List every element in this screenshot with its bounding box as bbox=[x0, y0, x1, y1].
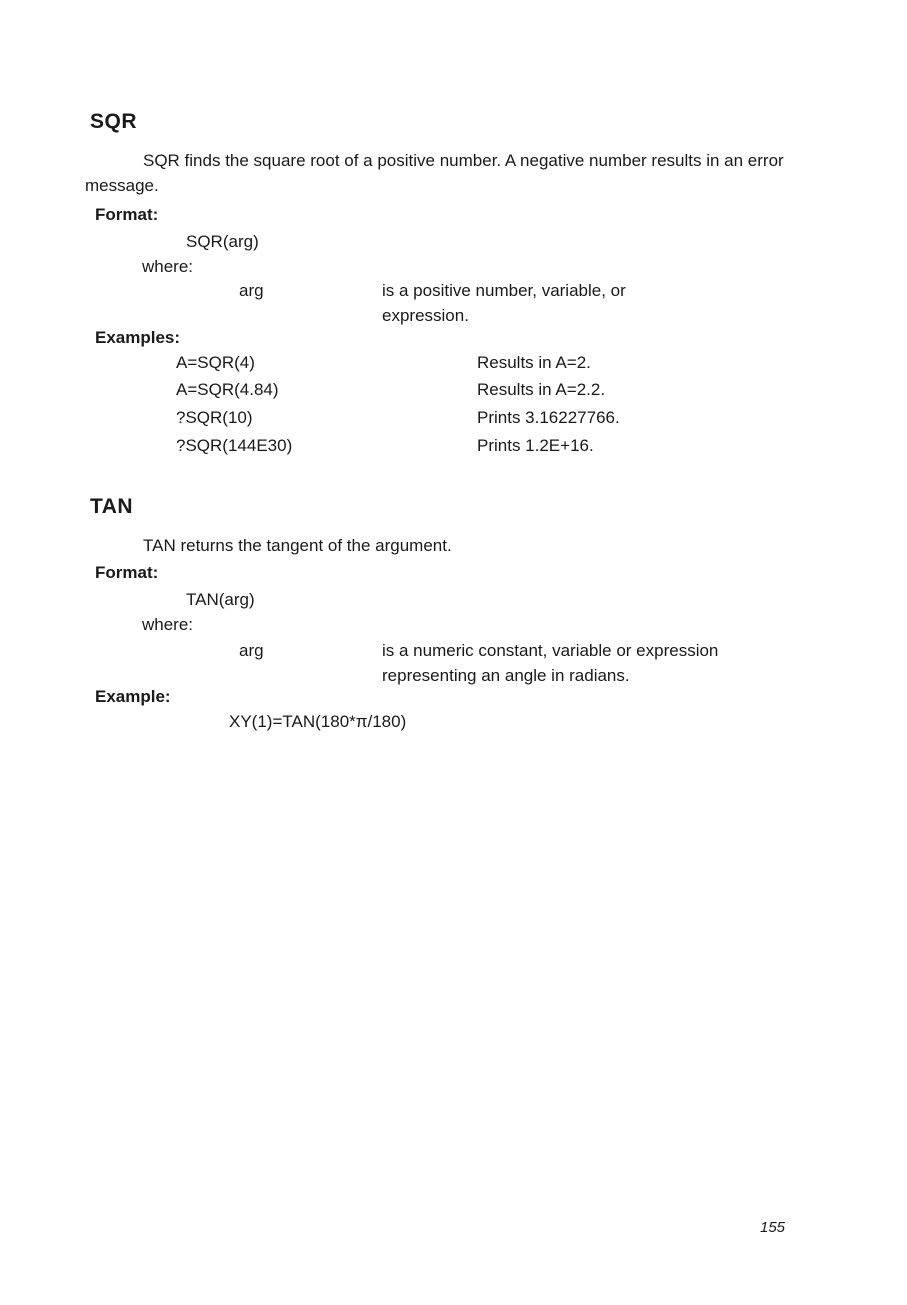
tan-param-name: arg bbox=[239, 641, 264, 660]
tan-format-label: Format: bbox=[95, 563, 159, 582]
tan-description: TAN returns the tangent of the argument. bbox=[143, 536, 452, 555]
page-number: 155 bbox=[760, 1219, 786, 1236]
sqr-param-desc-line2: expression. bbox=[382, 306, 469, 325]
sqr-example-result: Prints 1.2E+16. bbox=[477, 436, 594, 455]
sqr-description: SQR finds the square root of a positive number. A negative number results in an error message. bbox=[85, 151, 784, 195]
sqr-param-desc-line1: is a positive number, variable, or bbox=[382, 281, 626, 300]
sqr-example-result: Results in A=2. bbox=[477, 353, 591, 372]
sqr-example-result: Prints 3.16227766. bbox=[477, 408, 620, 427]
tan-param-desc-line1: is a numeric constant, variable or expression bbox=[382, 641, 719, 660]
sqr-format-label: Format: bbox=[95, 205, 159, 224]
tan-example-label: Example: bbox=[95, 687, 171, 706]
sqr-example-code: ?SQR(10) bbox=[176, 408, 253, 427]
sqr-example-code: A=SQR(4.84) bbox=[176, 380, 279, 399]
sqr-format-syntax: SQR(arg) bbox=[186, 232, 259, 251]
tan-where-label: where: bbox=[142, 615, 194, 634]
tan-format-syntax: TAN(arg) bbox=[186, 590, 255, 609]
sqr-examples-label: Examples: bbox=[95, 328, 181, 347]
tan-param-desc-line2: representing an angle in radians. bbox=[382, 666, 630, 685]
sqr-example-code: A=SQR(4) bbox=[176, 353, 255, 372]
tan-example-code: XY(1)=TAN(180*π/180) bbox=[229, 712, 407, 731]
sqr-where-label: where: bbox=[142, 257, 194, 276]
sqr-example-result: Results in A=2.2. bbox=[477, 380, 606, 399]
sqr-example-code: ?SQR(144E30) bbox=[176, 436, 293, 455]
sqr-param-name: arg bbox=[239, 281, 264, 300]
sqr-heading: SQR bbox=[90, 110, 138, 133]
tan-heading: TAN bbox=[90, 495, 134, 518]
